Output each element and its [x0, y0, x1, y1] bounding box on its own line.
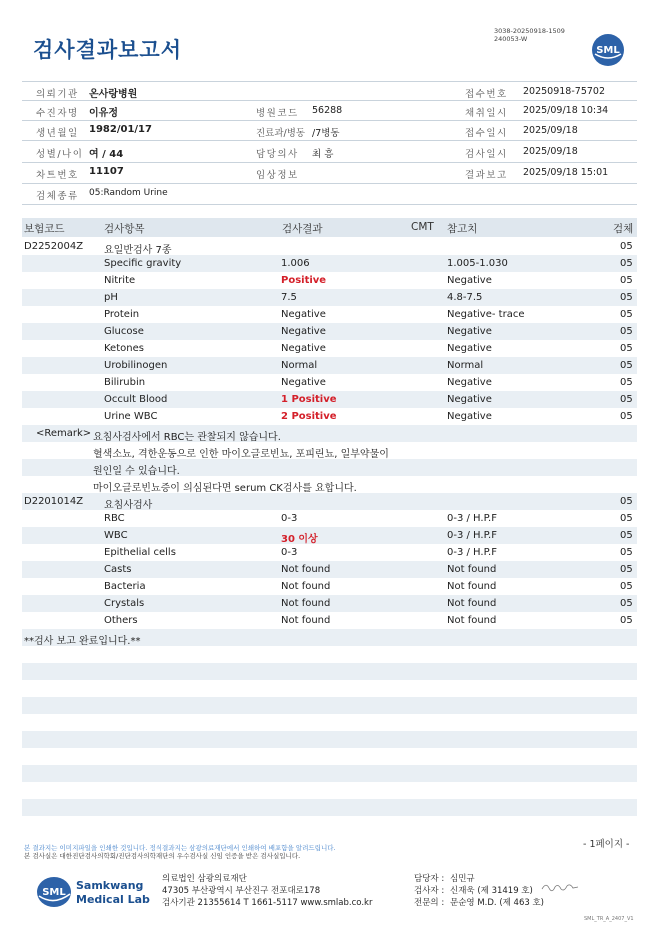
test-item: 요일반검사 7종	[104, 245, 172, 256]
col-specimen: 검체	[613, 223, 634, 235]
test-result: 30 이상	[281, 534, 318, 545]
test-result: 0-3	[281, 513, 298, 524]
test-item: Casts	[104, 564, 132, 575]
specimen-code: 05	[620, 530, 633, 541]
header-label: 성별/나이	[36, 149, 84, 160]
specimen-code: 05	[620, 326, 633, 337]
row-band	[22, 799, 637, 816]
report-title: 검사결과보고서	[33, 38, 183, 62]
header-label: 결과보고	[465, 170, 508, 181]
test-item: WBC	[104, 530, 128, 541]
reference-range: Negative- trace	[447, 309, 525, 320]
remark-text: 요침사검사에서 RBC는 관찰되지 않습니다.	[93, 432, 281, 443]
test-item: Glucose	[104, 326, 144, 337]
row-band	[22, 697, 637, 714]
header-value: 2025/09/18 15:01	[523, 167, 609, 178]
test-item: Urine WBC	[104, 411, 158, 422]
header-value: 1982/01/17	[89, 124, 152, 135]
test-item: Specific gravity	[104, 258, 182, 269]
reference-range: Not found	[447, 581, 497, 592]
insurance-code: D2252004Z	[24, 241, 84, 252]
header-value: 20250918-75702	[523, 86, 606, 97]
header-divider	[22, 100, 637, 101]
header-divider	[22, 162, 637, 163]
row-band	[22, 663, 637, 680]
insurance-code: D2201014Z	[24, 496, 84, 507]
header-label: 접수일시	[465, 128, 508, 139]
remark-label: <Remark>	[36, 428, 92, 439]
reference-range: Negative	[447, 326, 492, 337]
org-name: 의료법인 삼광의료재단	[162, 874, 247, 884]
test-item: Protein	[104, 309, 140, 320]
specimen-code: 05	[620, 258, 633, 269]
test-item: pH	[104, 292, 118, 303]
col-insurance-code: 보험코드	[24, 223, 65, 235]
test-result: 0-3	[281, 547, 298, 558]
test-item: Occult Blood	[104, 394, 168, 405]
header-value: 11107	[89, 166, 124, 177]
header-divider	[22, 140, 637, 141]
reference-range: 0-3 / H.P.F	[447, 547, 497, 558]
staff-name: 문순영 M.D. (제 463 호)	[450, 898, 545, 908]
header-label: 검사일시	[465, 149, 508, 160]
reference-range: Not found	[447, 564, 497, 575]
remark-text: 원인일 수 있습니다.	[93, 466, 180, 477]
print-notice: 본 결과지는 이미지파일을 인쇄한 것입니다. 정식결과지는 삼광의료재단에서 인쇄하여 배포함을 알려드립니다.	[24, 844, 336, 852]
form-version: SML_TR_A_2407_V1	[584, 916, 634, 922]
remark-text: 마이오글로빈뇨증이 의심된다면 serum CK검사를 요합니다.	[93, 483, 357, 494]
staff-name: 신재욱 (제 31419 호)	[450, 886, 533, 896]
reference-range: Not found	[447, 615, 497, 626]
header-value: 2025/09/18 10:34	[523, 105, 609, 116]
header-value: 여 / 44	[89, 149, 124, 160]
test-result: 7.5	[281, 292, 297, 303]
brand-name-2: Medical Lab	[76, 893, 150, 906]
staff-label: 담당자 :	[414, 874, 445, 884]
reference-range: 4.8-7.5	[447, 292, 483, 303]
header-label: 수진자명	[36, 108, 79, 119]
header-divider	[22, 183, 637, 184]
signature-image	[540, 879, 580, 898]
test-item: 요침사검사	[104, 500, 153, 511]
test-result: Not found	[281, 615, 331, 626]
reference-range: Negative	[447, 394, 492, 405]
test-item: Bacteria	[104, 581, 146, 592]
test-result: Not found	[281, 564, 331, 575]
specimen-code: 05	[620, 377, 633, 388]
reference-range: Normal	[447, 360, 484, 371]
header-value: 이유정	[89, 108, 118, 119]
test-result: Not found	[281, 598, 331, 609]
header-label: 채취일시	[465, 108, 508, 119]
header-value: 온사랑병원	[89, 89, 138, 100]
reference-range: Negative	[447, 275, 492, 286]
header-divider	[22, 120, 637, 121]
specimen-code: 05	[620, 360, 633, 371]
specimen-code: 05	[620, 394, 633, 405]
reference-range: Not found	[447, 598, 497, 609]
specimen-code: 05	[620, 275, 633, 286]
test-item: Others	[104, 615, 138, 626]
header-label: 생년월일	[36, 128, 79, 139]
test-item: Urobilinogen	[104, 360, 168, 371]
test-result: Negative	[281, 326, 326, 337]
header-label: 병원코드	[256, 108, 299, 119]
samkwang-logo	[36, 874, 166, 914]
specimen-code: 05	[620, 343, 633, 354]
test-result: 1 Positive	[281, 394, 337, 405]
col-reference: 참고치	[447, 223, 478, 235]
col-test-item: 검사항목	[104, 223, 145, 235]
brand-name-1: Samkwang	[76, 879, 144, 892]
specimen-code: 05	[620, 292, 633, 303]
header-value: /7병동	[312, 128, 340, 139]
test-result: 2 Positive	[281, 411, 337, 422]
col-cmt: CMT	[411, 221, 434, 233]
header-divider	[22, 81, 637, 82]
specimen-code: 05	[620, 581, 633, 592]
reference-range: 0-3 / H.P.F	[447, 530, 497, 541]
report-complete-text: **검사 보고 완료입니다.**	[24, 636, 141, 647]
test-item: Crystals	[104, 598, 145, 609]
reference-range: Negative	[447, 411, 492, 422]
accreditation-notice: 본 검사실은 대한진단검사의학회/진단검사의학재단의 우수검사실 신임 인증을 받은 검사실입니다.	[24, 852, 301, 860]
page-number: - 1페이지 -	[583, 839, 630, 850]
specimen-code: 05	[620, 496, 633, 507]
header-value: 56288	[312, 105, 343, 116]
reference-range: 1.005-1.030	[447, 258, 508, 269]
staff-label: 검사자 :	[414, 886, 445, 896]
row-band	[22, 765, 637, 782]
org-contact: 검사기관 21355614 T 1661-5117 www.smlab.co.kr	[162, 898, 373, 908]
header-label: 차트번호	[36, 170, 79, 181]
test-result: Negative	[281, 309, 326, 320]
specimen-code: 05	[620, 513, 633, 524]
reference-range: Negative	[447, 343, 492, 354]
reference-range: Negative	[447, 377, 492, 388]
reference-range: 0-3 / H.P.F	[447, 513, 497, 524]
header-label: 진료과/병동	[256, 128, 306, 139]
header-label: 담당의사	[256, 149, 299, 160]
specimen-code: 05	[620, 411, 633, 422]
test-result: Normal	[281, 360, 318, 371]
test-item: Ketones	[104, 343, 144, 354]
row-band	[22, 731, 637, 748]
remark-text: 혈색소뇨, 격한운동으로 인한 마이오글로빈뇨, 포피린뇨, 일부약물이	[93, 449, 389, 460]
specimen-code: 05	[620, 309, 633, 320]
header-value: 2025/09/18	[523, 125, 578, 136]
staff-label: 전문의 :	[414, 898, 445, 908]
test-item: RBC	[104, 513, 125, 524]
document-id	[494, 27, 565, 43]
specimen-code: 05	[620, 598, 633, 609]
document-id-line-2: 240053-W	[494, 35, 528, 43]
org-address: 47305 부산광역시 부산진구 전포대로178	[162, 886, 321, 896]
header-label: 검체종류	[36, 191, 79, 202]
header-label: 임상정보	[256, 170, 299, 181]
specimen-code: 05	[620, 615, 633, 626]
staff-name: 심민규	[450, 874, 475, 884]
test-result: Negative	[281, 377, 326, 388]
test-result: Positive	[281, 275, 327, 286]
sml-logo-text: SML	[596, 45, 620, 56]
test-result: Not found	[281, 581, 331, 592]
document-id-line-1: 3038-20250918-1509	[494, 27, 565, 35]
sml-logo	[590, 32, 626, 72]
specimen-code: 05	[620, 564, 633, 575]
header-label: 의뢰기관	[36, 89, 79, 100]
samkwang-logo-mark-text: SML	[42, 887, 66, 898]
test-result: Negative	[281, 343, 326, 354]
specimen-code: 05	[620, 547, 633, 558]
header-label: 접수번호	[465, 89, 508, 100]
header-value: 2025/09/18	[523, 146, 578, 157]
test-item: Epithelial cells	[104, 547, 176, 558]
test-result: 1.006	[281, 258, 310, 269]
test-item: Bilirubin	[104, 377, 146, 388]
specimen-code: 05	[620, 241, 633, 252]
col-result: 검사결과	[282, 223, 323, 235]
header-value: 05:Random Urine	[89, 188, 168, 198]
header-divider	[22, 204, 637, 205]
test-item: Nitrite	[104, 275, 136, 286]
header-value: 최 흥	[312, 149, 334, 160]
